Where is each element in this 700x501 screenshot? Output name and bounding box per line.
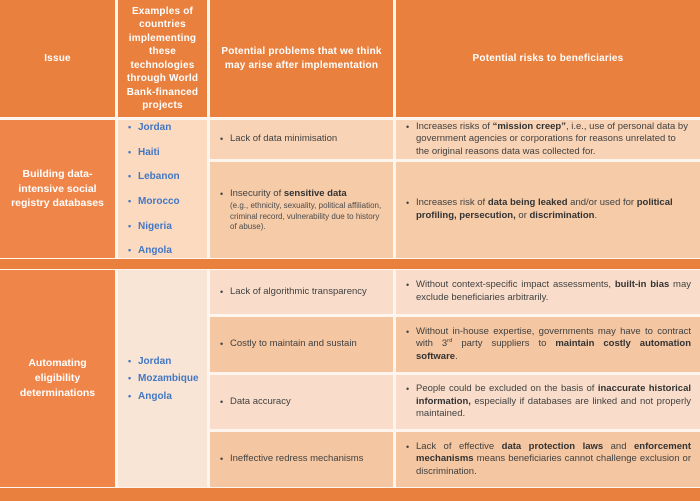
problem-cell (210, 120, 393, 159)
risk-cell (396, 162, 700, 258)
bullet-icon: • (220, 286, 224, 297)
risk-cell (396, 317, 700, 372)
issue-cell: Automating eligibility determinations (0, 270, 115, 487)
row-divider (0, 259, 700, 269)
country-item (128, 121, 203, 134)
problem-text: Lack of data minimisation (230, 133, 338, 145)
bullet-icon: • (128, 373, 132, 384)
bullet-icon: • (220, 339, 224, 350)
countries-cell (118, 120, 207, 258)
risk-cell (396, 120, 700, 159)
bullet-icon: • (128, 245, 132, 256)
bullet-icon: • (406, 384, 410, 395)
country-item (128, 146, 203, 159)
country-label: Morocco (138, 196, 180, 207)
bullet-icon: • (128, 390, 132, 401)
country-label: Jordan (138, 122, 172, 134)
country-item (128, 372, 203, 385)
bullet-icon: • (406, 280, 410, 291)
risk-text: Increases risks of “mission creep”, i.e., use of personal data by government agencies or corporations for reasons unrelated to the original reasons data was collected for. (416, 120, 688, 157)
problem-cell (210, 162, 393, 258)
row-group-social-registries (0, 120, 700, 258)
bullet-icon: • (220, 396, 224, 407)
country-label: Jordan (138, 355, 172, 367)
country-label: Lebanon (138, 171, 180, 183)
problem-text: Lack of algorithmic transparency (230, 285, 367, 297)
country-label: Angola (138, 245, 172, 257)
country-label: Nigeria (138, 220, 172, 232)
country-item (128, 220, 203, 233)
risk-text: Without context-specific impact assessments, built-in bias may exclude beneficiaries arbitrarily. (416, 279, 691, 303)
risk-cell (396, 432, 700, 487)
countries-cell (118, 270, 207, 487)
risk-text: Increases risk of data being leaked and/or used for political profiling, persecution, or discrimination. (416, 197, 673, 221)
problem-cell (210, 270, 393, 314)
header-cell-problems: Potential problems that we think may arise after implementation (210, 0, 393, 117)
bottom-divider (0, 488, 700, 501)
country-label: Mozambique (138, 373, 199, 385)
bullet-icon: • (220, 188, 224, 199)
bullet-icon: • (128, 171, 132, 182)
country-item (128, 390, 203, 403)
bullet-icon: • (128, 196, 132, 206)
bullet-icon: • (406, 198, 410, 209)
bullet-icon: • (406, 441, 410, 452)
bullet-icon: • (220, 134, 224, 145)
country-item (128, 355, 203, 368)
country-item (128, 170, 203, 183)
bullet-icon: • (220, 454, 224, 465)
problem-text: Data accuracy (230, 395, 291, 407)
issue-cell: Building data-intensive social registry databases (0, 120, 115, 258)
problem-text: Costly to maintain and sustain (230, 338, 357, 350)
problem-text: Insecurity of sensitive data (e.g., ethnicity, sexuality, political affiliation, criminal record, vulnerability due to history of abuse). (230, 188, 384, 233)
problem-cell (210, 375, 393, 429)
risk-text: Without in-house expertise, governments may have to contract with 3rd party suppliers to maintain costly automation software. (416, 325, 691, 362)
bullet-icon: • (128, 220, 132, 231)
country-item (128, 195, 203, 208)
bullet-icon: • (128, 355, 132, 366)
country-label: Angola (138, 390, 172, 402)
bullet-icon: • (128, 146, 132, 157)
header-cell-risks: Potential risks to beneficiaries (396, 0, 700, 117)
problem-text: Ineffective redress mechanisms (230, 453, 364, 465)
risk-text: People could be excluded on the basis of inaccurate historical information, especially if databases are linked and not properly maintained. (416, 383, 691, 420)
row-group-eligibility (0, 270, 700, 487)
bullet-icon: • (406, 326, 410, 337)
header-cell-issue: Issue (0, 0, 115, 117)
bullet-icon: • (406, 121, 410, 132)
bullet-icon: • (128, 122, 132, 133)
problem-cell (210, 317, 393, 372)
risk-text: Lack of effective data protection laws and enforcement mechanisms means beneficiaries cannot challenge exclusion or discrimination. (416, 440, 691, 477)
risk-cell (396, 270, 700, 314)
problem-cell (210, 432, 393, 487)
header-cell-countries: Examples of countries implementing these technologies through World Bank-financed projects (118, 0, 207, 117)
risk-cell (396, 375, 700, 429)
country-label: Haiti (138, 146, 160, 158)
table-header-row (0, 0, 700, 117)
country-item (128, 244, 203, 257)
problem-note: (e.g., ethnicity, sexuality, political affiliation, criminal record, vulnerability due to history of abuse). (230, 201, 382, 231)
